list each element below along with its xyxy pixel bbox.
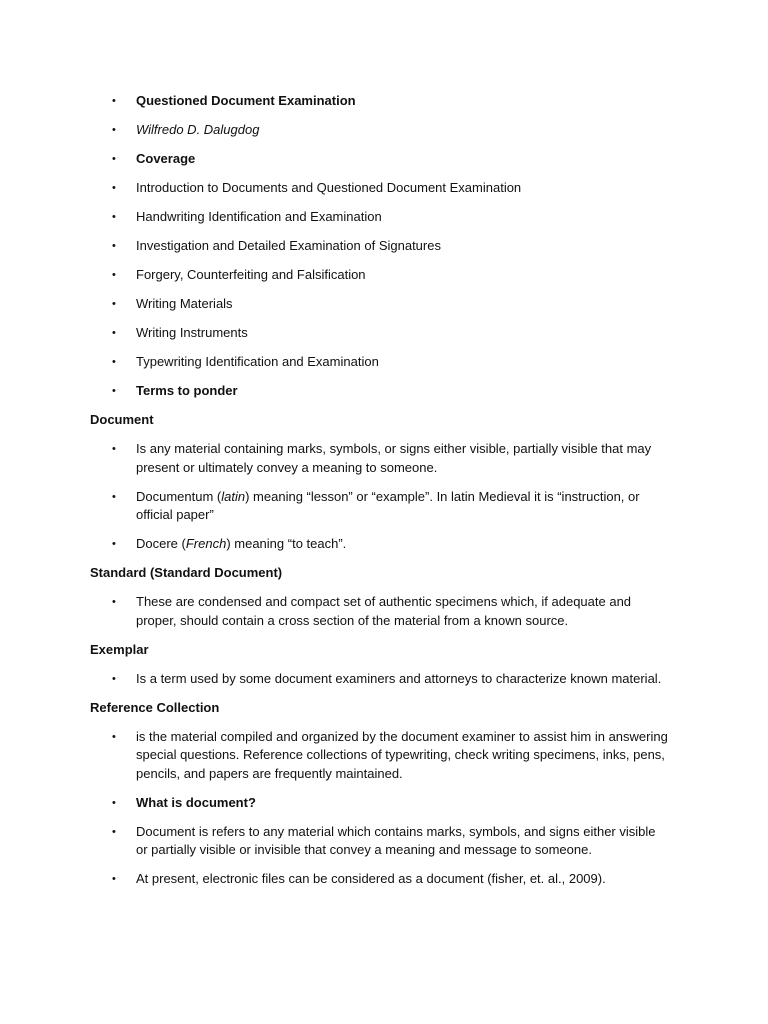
- standard-section: [90, 564, 668, 630]
- coverage-item: Introduction to Documents and Questioned Document Examination: [136, 180, 522, 195]
- coverage-item: Writing Instruments: [136, 325, 248, 340]
- list-item: [90, 593, 668, 630]
- language-label: latin: [221, 488, 246, 504]
- exemplar-section: [90, 641, 668, 689]
- definition-text: Is a term used by some document examiners and attorneys to characterize known material.: [136, 670, 662, 686]
- document-list: [90, 440, 668, 554]
- author-name: Wilfredo D. Dalugdog: [136, 122, 260, 137]
- list-item: [90, 535, 668, 554]
- terms-heading: Terms to ponder: [136, 383, 238, 398]
- list-item: [90, 382, 668, 401]
- list-item: [90, 324, 668, 343]
- bullet-icon: •: [112, 327, 116, 339]
- bullet-icon: •: [112, 873, 116, 885]
- document-title: Questioned Document Examination: [136, 93, 356, 108]
- list-item: [90, 266, 668, 285]
- bullet-icon: •: [112, 95, 116, 107]
- bullet-icon: •: [112, 538, 116, 550]
- bullet-icon: •: [112, 596, 116, 608]
- etymology-text: [136, 536, 346, 551]
- bullet-icon: •: [112, 730, 116, 743]
- bullet-icon: •: [112, 182, 116, 194]
- exemplar-heading: Exemplar: [90, 641, 149, 657]
- bullet-icon: •: [112, 269, 116, 281]
- coverage-item: Typewriting Identification and Examination: [136, 354, 379, 369]
- coverage-item: Handwriting Identification and Examination: [136, 209, 382, 224]
- list-item: [90, 670, 668, 689]
- list-item: [90, 728, 668, 784]
- reference-list: [90, 728, 668, 889]
- list-item: [90, 440, 668, 477]
- text-fragment: Documentum (: [136, 488, 222, 504]
- bullet-icon: •: [112, 825, 116, 838]
- list-item: [90, 237, 668, 256]
- etymology-text: [136, 489, 640, 523]
- coverage-heading: Coverage: [136, 151, 196, 166]
- bullet-icon: •: [112, 211, 116, 223]
- definition-text: These are condensed and compact set of authentic specimens which, if adequate and proper, should contain a cross section of the material from a known source.: [136, 594, 632, 628]
- reference-heading: Reference Collection: [90, 699, 220, 715]
- definition-text: Document is refers to any material which contains marks, symbols, and signs either visible or partially visible or invisible that convey a meaning and message to someone.: [136, 823, 656, 857]
- text-fragment: ) meaning “lesson” or “example”. In latin Medieval it is “instruction, or official paper”: [136, 488, 640, 522]
- reference-section: [90, 699, 668, 889]
- list-item: [90, 823, 668, 860]
- list-item: [90, 121, 668, 140]
- intro-list: [90, 92, 668, 401]
- coverage-item: Investigation and Detailed Examination of Signatures: [136, 238, 441, 253]
- bullet-icon: •: [112, 356, 116, 368]
- list-item: [90, 488, 668, 525]
- standard-heading: Standard (Standard Document): [90, 565, 283, 580]
- bullet-icon: •: [112, 240, 116, 252]
- definition-text: is the material compiled and organized by the document examiner to assist him in answering special questions. Reference collections of typewriting, check writing specimens, inks, pens, pencils, and papers are frequently maintained.: [136, 728, 668, 781]
- bullet-icon: •: [112, 298, 116, 310]
- bullet-icon: •: [112, 672, 116, 685]
- bullet-icon: •: [112, 796, 116, 809]
- list-item: [90, 208, 668, 227]
- list-item: [90, 794, 668, 813]
- coverage-item: Writing Materials: [136, 296, 233, 311]
- bullet-icon: •: [112, 490, 116, 503]
- bullet-icon: •: [112, 153, 116, 165]
- list-item: [90, 353, 668, 372]
- bullet-icon: •: [112, 443, 116, 455]
- text-fragment: ) meaning “to teach”.: [226, 536, 347, 551]
- bullet-icon: •: [112, 124, 116, 136]
- list-item: [90, 870, 668, 889]
- bullet-icon: •: [112, 385, 116, 397]
- definition-text: Is any material containing marks, symbols, or signs either visible, partially visible that may present or ultimately convey a meaning to someone.: [136, 441, 652, 475]
- text-fragment: Docere (: [136, 536, 186, 551]
- list-item: [90, 295, 668, 314]
- exemplar-list: [90, 670, 668, 689]
- coverage-item: Forgery, Counterfeiting and Falsification: [136, 267, 366, 282]
- list-item: [90, 92, 668, 111]
- standard-list: [90, 593, 668, 630]
- list-item: [90, 150, 668, 169]
- language-label: French: [185, 536, 227, 551]
- definition-text: At present, electronic files can be considered as a document (fisher, et. al., 2009).: [136, 871, 606, 886]
- document-heading: Document: [90, 412, 154, 427]
- list-item: [90, 179, 668, 198]
- question-heading: What is document?: [136, 794, 256, 810]
- document-section: [90, 411, 668, 554]
